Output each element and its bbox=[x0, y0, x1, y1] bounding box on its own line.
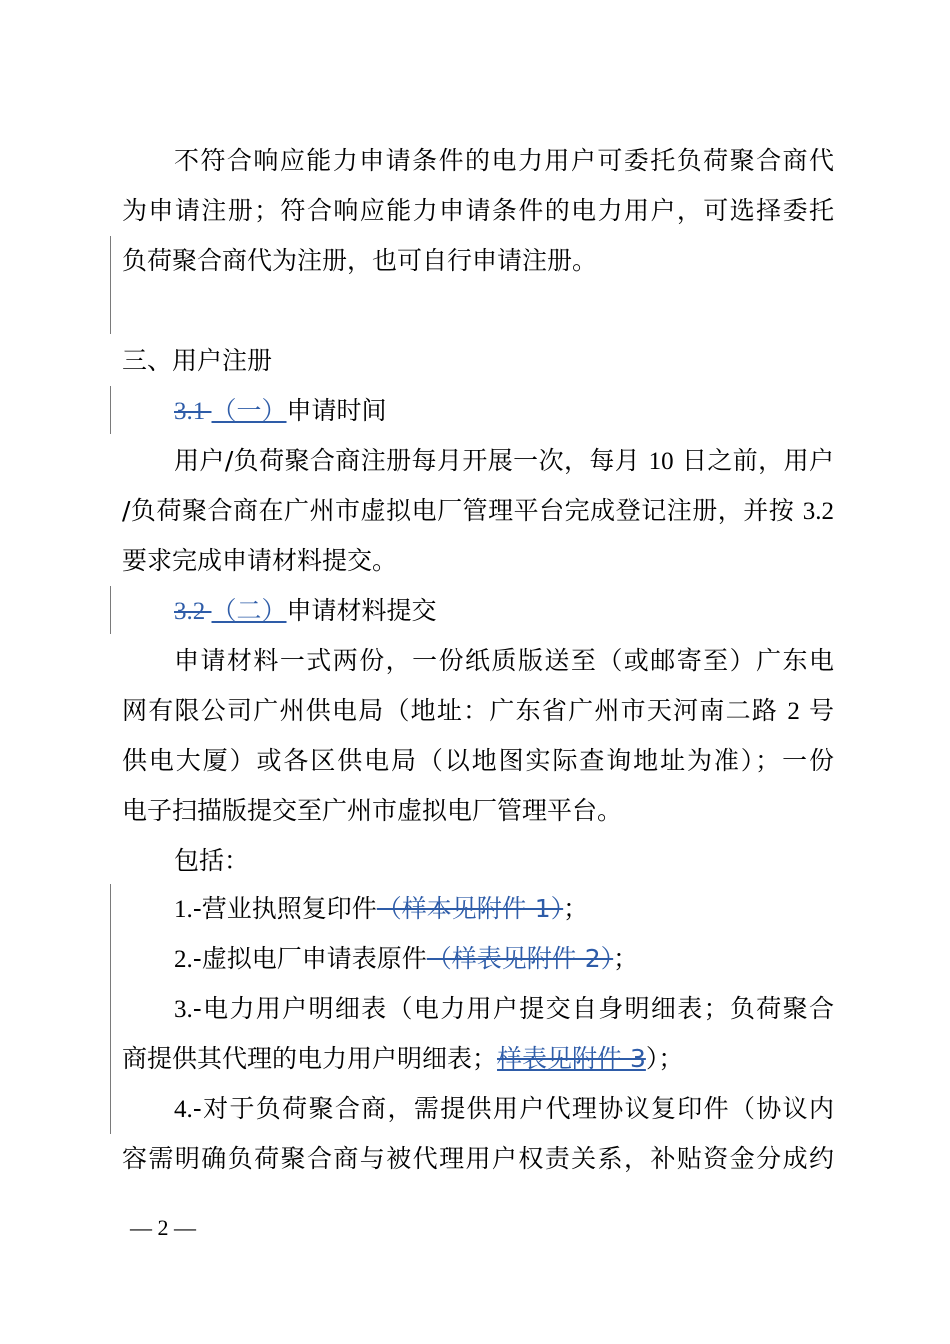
change-bar bbox=[110, 884, 111, 1134]
page-number: — 2 — bbox=[130, 1215, 196, 1240]
list-item: 3.-电力用户明细表（电力用户提交自身明细表；负荷聚合 bbox=[174, 994, 834, 1023]
list-item-continued: 商提供其代理的电力用户明细表；样表见附件 3）； bbox=[122, 1044, 684, 1073]
paragraph-line: 负荷聚合商代为注册，也可自行申请注册。 bbox=[122, 246, 598, 275]
deleted-number: 3.2 bbox=[174, 598, 212, 625]
inserted-number: （二） bbox=[211, 596, 287, 625]
paragraph-line: 供电大厦）或各区供电局（以地图实际查询地址为准）；一份 bbox=[122, 746, 834, 775]
deleted-note: （样表见附件 2） bbox=[426, 944, 614, 973]
deleted-number: 3.1 bbox=[174, 398, 212, 425]
paragraph-line: 要求完成申请材料提交。 bbox=[122, 546, 398, 575]
paragraph-line: 网有限公司广州供电局（地址：广东省广州市天河南二路 2 号 bbox=[122, 696, 834, 725]
paragraph-line: 申请材料一式两份，一份纸质版送至（或邮寄至）广东电 bbox=[174, 646, 834, 675]
change-bar bbox=[110, 236, 111, 334]
list-item-continued: 容需明确负荷聚合商与被代理用户权责关系，补贴资金分成约 bbox=[122, 1144, 834, 1173]
list-item: 4.-对于负荷聚合商，需提供用户代理协议复印件（协议内 bbox=[174, 1094, 834, 1123]
subsection-heading: 3.1 （一）申请时间 bbox=[174, 396, 387, 425]
inserted-number: （一） bbox=[211, 396, 287, 425]
list-item: 1.-营业执照复印件（样本见附件 1）； bbox=[174, 894, 589, 923]
paragraph-line: 电子扫描版提交至广州市虚拟电厂管理平台。 bbox=[122, 796, 623, 825]
list-item: 2.-虚拟电厂申请表原件（样表见附件 2）； bbox=[174, 944, 639, 973]
paragraph-line: 不符合响应能力申请条件的电力用户可委托负荷聚合商代 bbox=[174, 146, 834, 175]
subsection-heading: 3.2 （二）申请材料提交 bbox=[174, 596, 437, 625]
change-bar bbox=[110, 586, 111, 634]
section-heading: 三、用户注册 bbox=[122, 346, 273, 375]
deleted-note: （样本见附件 1） bbox=[376, 894, 564, 923]
change-bar bbox=[110, 386, 111, 434]
list-label: 包括： bbox=[174, 846, 250, 875]
revised-note: 样表见附件 3 bbox=[497, 1044, 646, 1073]
paragraph-line: /负荷聚合商在广州市虚拟电厂管理平台完成登记注册，并按 3.2 bbox=[122, 496, 834, 525]
paragraph-line: 用户/负荷聚合商注册每月开展一次，每月 10 日之前，用户 bbox=[174, 446, 834, 475]
paragraph-line: 为申请注册；符合响应能力申请条件的电力用户，可选择委托 bbox=[122, 196, 834, 225]
